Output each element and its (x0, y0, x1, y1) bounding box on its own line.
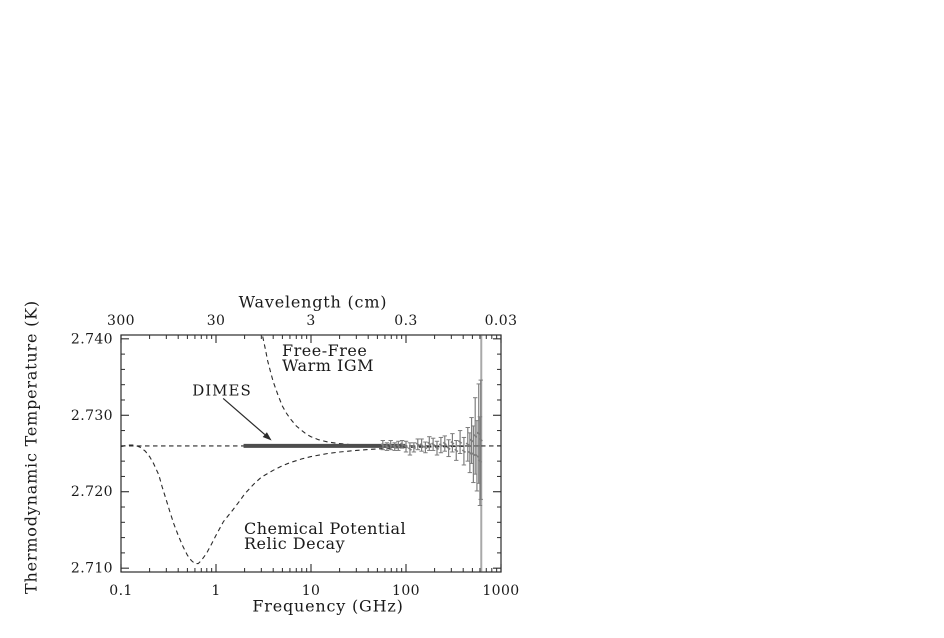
data-point (474, 435, 477, 437)
data-point (466, 443, 469, 445)
data-point (475, 455, 478, 457)
x-tick-label: 0.1 (109, 583, 133, 599)
data-point (428, 442, 431, 444)
data-point (472, 453, 475, 455)
data-point (443, 442, 446, 444)
top-tick-label: 0.3 (394, 313, 418, 329)
top-tick-label: 300 (107, 313, 135, 329)
data-point (455, 449, 458, 451)
data-point (439, 444, 442, 446)
x-axis-title: Frequency (GHz) (252, 596, 404, 616)
annotation-chemical-potential (244, 521, 406, 551)
data-point (447, 447, 450, 449)
x-tick-label: 1000 (482, 583, 520, 599)
top-tick-label: 30 (206, 313, 226, 329)
dimes-arrow-line (223, 398, 265, 434)
y-axis-title: Thermodynamic Temperature (K) (21, 300, 41, 594)
x-tick-label: 100 (392, 583, 420, 599)
top-axis-title: Wavelength (cm) (238, 292, 388, 312)
data-point (462, 450, 465, 452)
annotation-free-free-line1: Free-Free (282, 341, 368, 360)
data-point (432, 443, 435, 445)
top-tick-label: 3 (306, 313, 316, 329)
x-tick-label: 1 (211, 583, 221, 599)
data-point (416, 443, 419, 445)
y-tick-label: 2.710 (70, 560, 113, 577)
annotation-free-free-line2: Warm IGM (282, 356, 374, 375)
data-point (458, 441, 461, 443)
annotation-chemical-line2: Relic Decay (244, 534, 346, 553)
annotation-dimes-label: DIMES (192, 381, 252, 400)
x-tick-label: 10 (301, 583, 321, 599)
y-tick-label: 2.740 (70, 331, 113, 348)
data-point (412, 446, 415, 448)
annotation-chemical-line1: Chemical Potential (244, 519, 407, 538)
y-tick-label: 2.730 (70, 407, 113, 424)
annotation-free-free (282, 343, 374, 373)
data-point (408, 448, 411, 450)
y-tick-label: 2.720 (70, 484, 113, 501)
top-tick-label: 0.03 (484, 313, 518, 329)
data-point (451, 442, 454, 444)
data-point (424, 446, 427, 448)
